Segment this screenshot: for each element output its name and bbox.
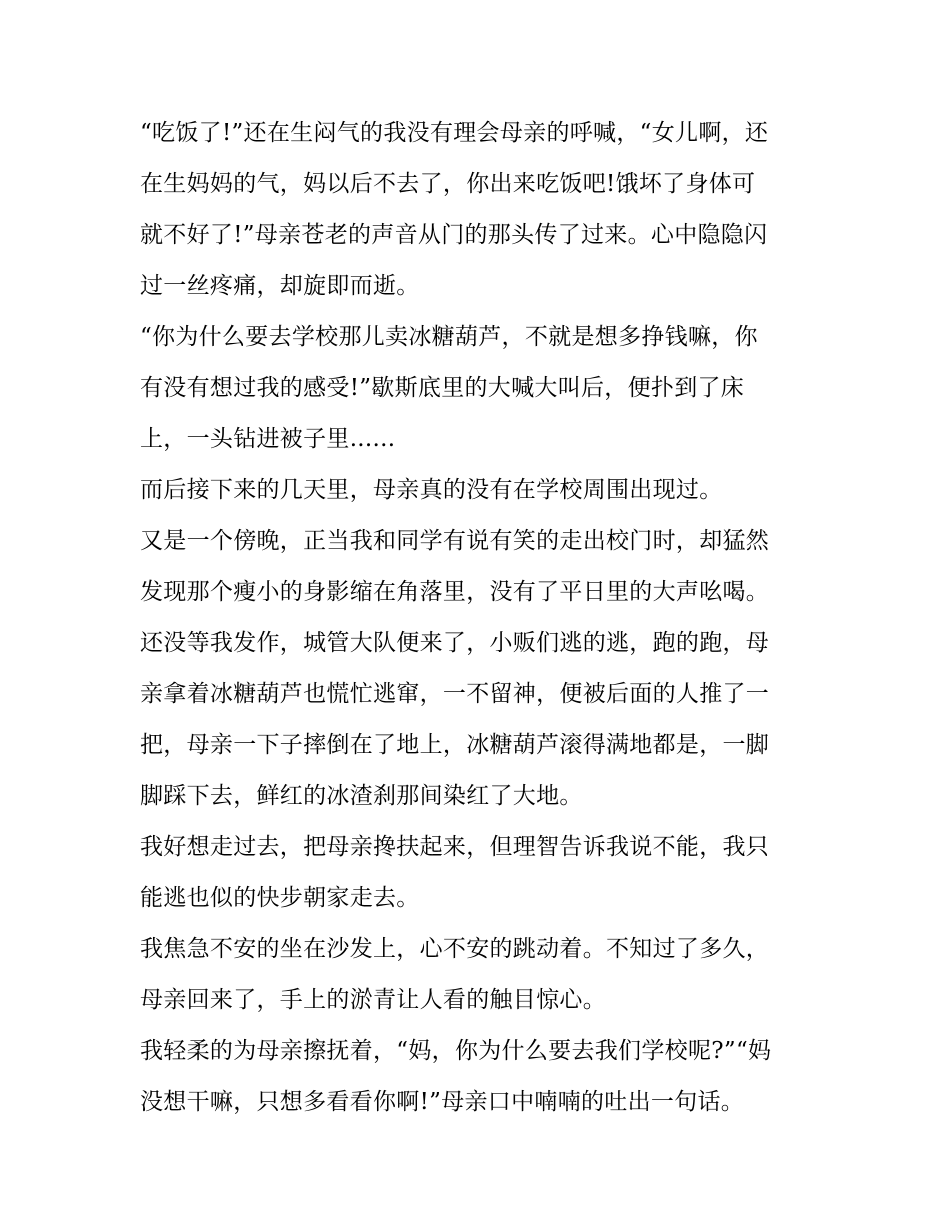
text-line: 脚踩下去，鲜红的冰渣刹那间染红了大地。 (140, 783, 583, 809)
text-line: 发现那个瘦小的身影缩在角落里，没有了平日里的大声吆喝。 (140, 579, 770, 605)
text-line: 亲拿着冰糖葫芦也慌忙逃窜，一不留神，便被后面的人推了一 (140, 681, 770, 707)
text-line: 还没等我发作，城管大队便来了，小贩们逃的逃，跑的跑，母 (140, 630, 770, 656)
text-line: 我焦急不安的坐在沙发上，心不安的跳动着。不知过了多久， (140, 936, 770, 962)
text-line: 没想干嘛，只想多看看你啊!”母亲口中喃喃的吐出一句话。 (140, 1089, 745, 1115)
text-line: 我轻柔的为母亲擦抚着，“妈，你为什么要去我们学校呢?”“妈 (140, 1038, 772, 1064)
text-line: 能逃也似的快步朝家走去。 (140, 885, 420, 911)
text-line: “你为什么要去学校那儿卖冰糖葫芦，不就是想多挣钱嘛，你 (140, 324, 758, 350)
text-line: 有没有想过我的感受!”歇斯底里的大喊大叫后，便扑到了床 (140, 375, 745, 401)
text-line: 又是一个傍晚，正当我和同学有说有笑的走出校门时，却猛然 (140, 528, 770, 554)
text-line: 就不好了!”母亲苍老的声音从门的那头传了过来。心中隐隐闪 (140, 222, 768, 248)
text-line: 母亲回来了，手上的淤青让人看的触目惊心。 (140, 987, 606, 1013)
text-line: 在生妈妈的气，妈以后不去了，你出来吃饭吧!饿坏了身体可 (140, 171, 756, 197)
text-line: 我好想走过去，把母亲搀扶起来，但理智告诉我说不能，我只 (140, 834, 770, 860)
body-text (140, 108, 820, 1128)
text-line: 过一丝疼痛，却旋即而逝。 (140, 273, 420, 299)
text-line: 把，母亲一下子摔倒在了地上，冰糖葫芦滚得满地都是，一脚 (140, 732, 770, 758)
text-line: “吃饭了!”还在生闷气的我没有理会母亲的呼喊，“女儿啊，还 (140, 120, 769, 146)
text-line: 上，一头钻进被子里...... (140, 426, 396, 452)
text-line: 而后接下来的几天里，母亲真的没有在学校周围出现过。 (140, 477, 723, 503)
